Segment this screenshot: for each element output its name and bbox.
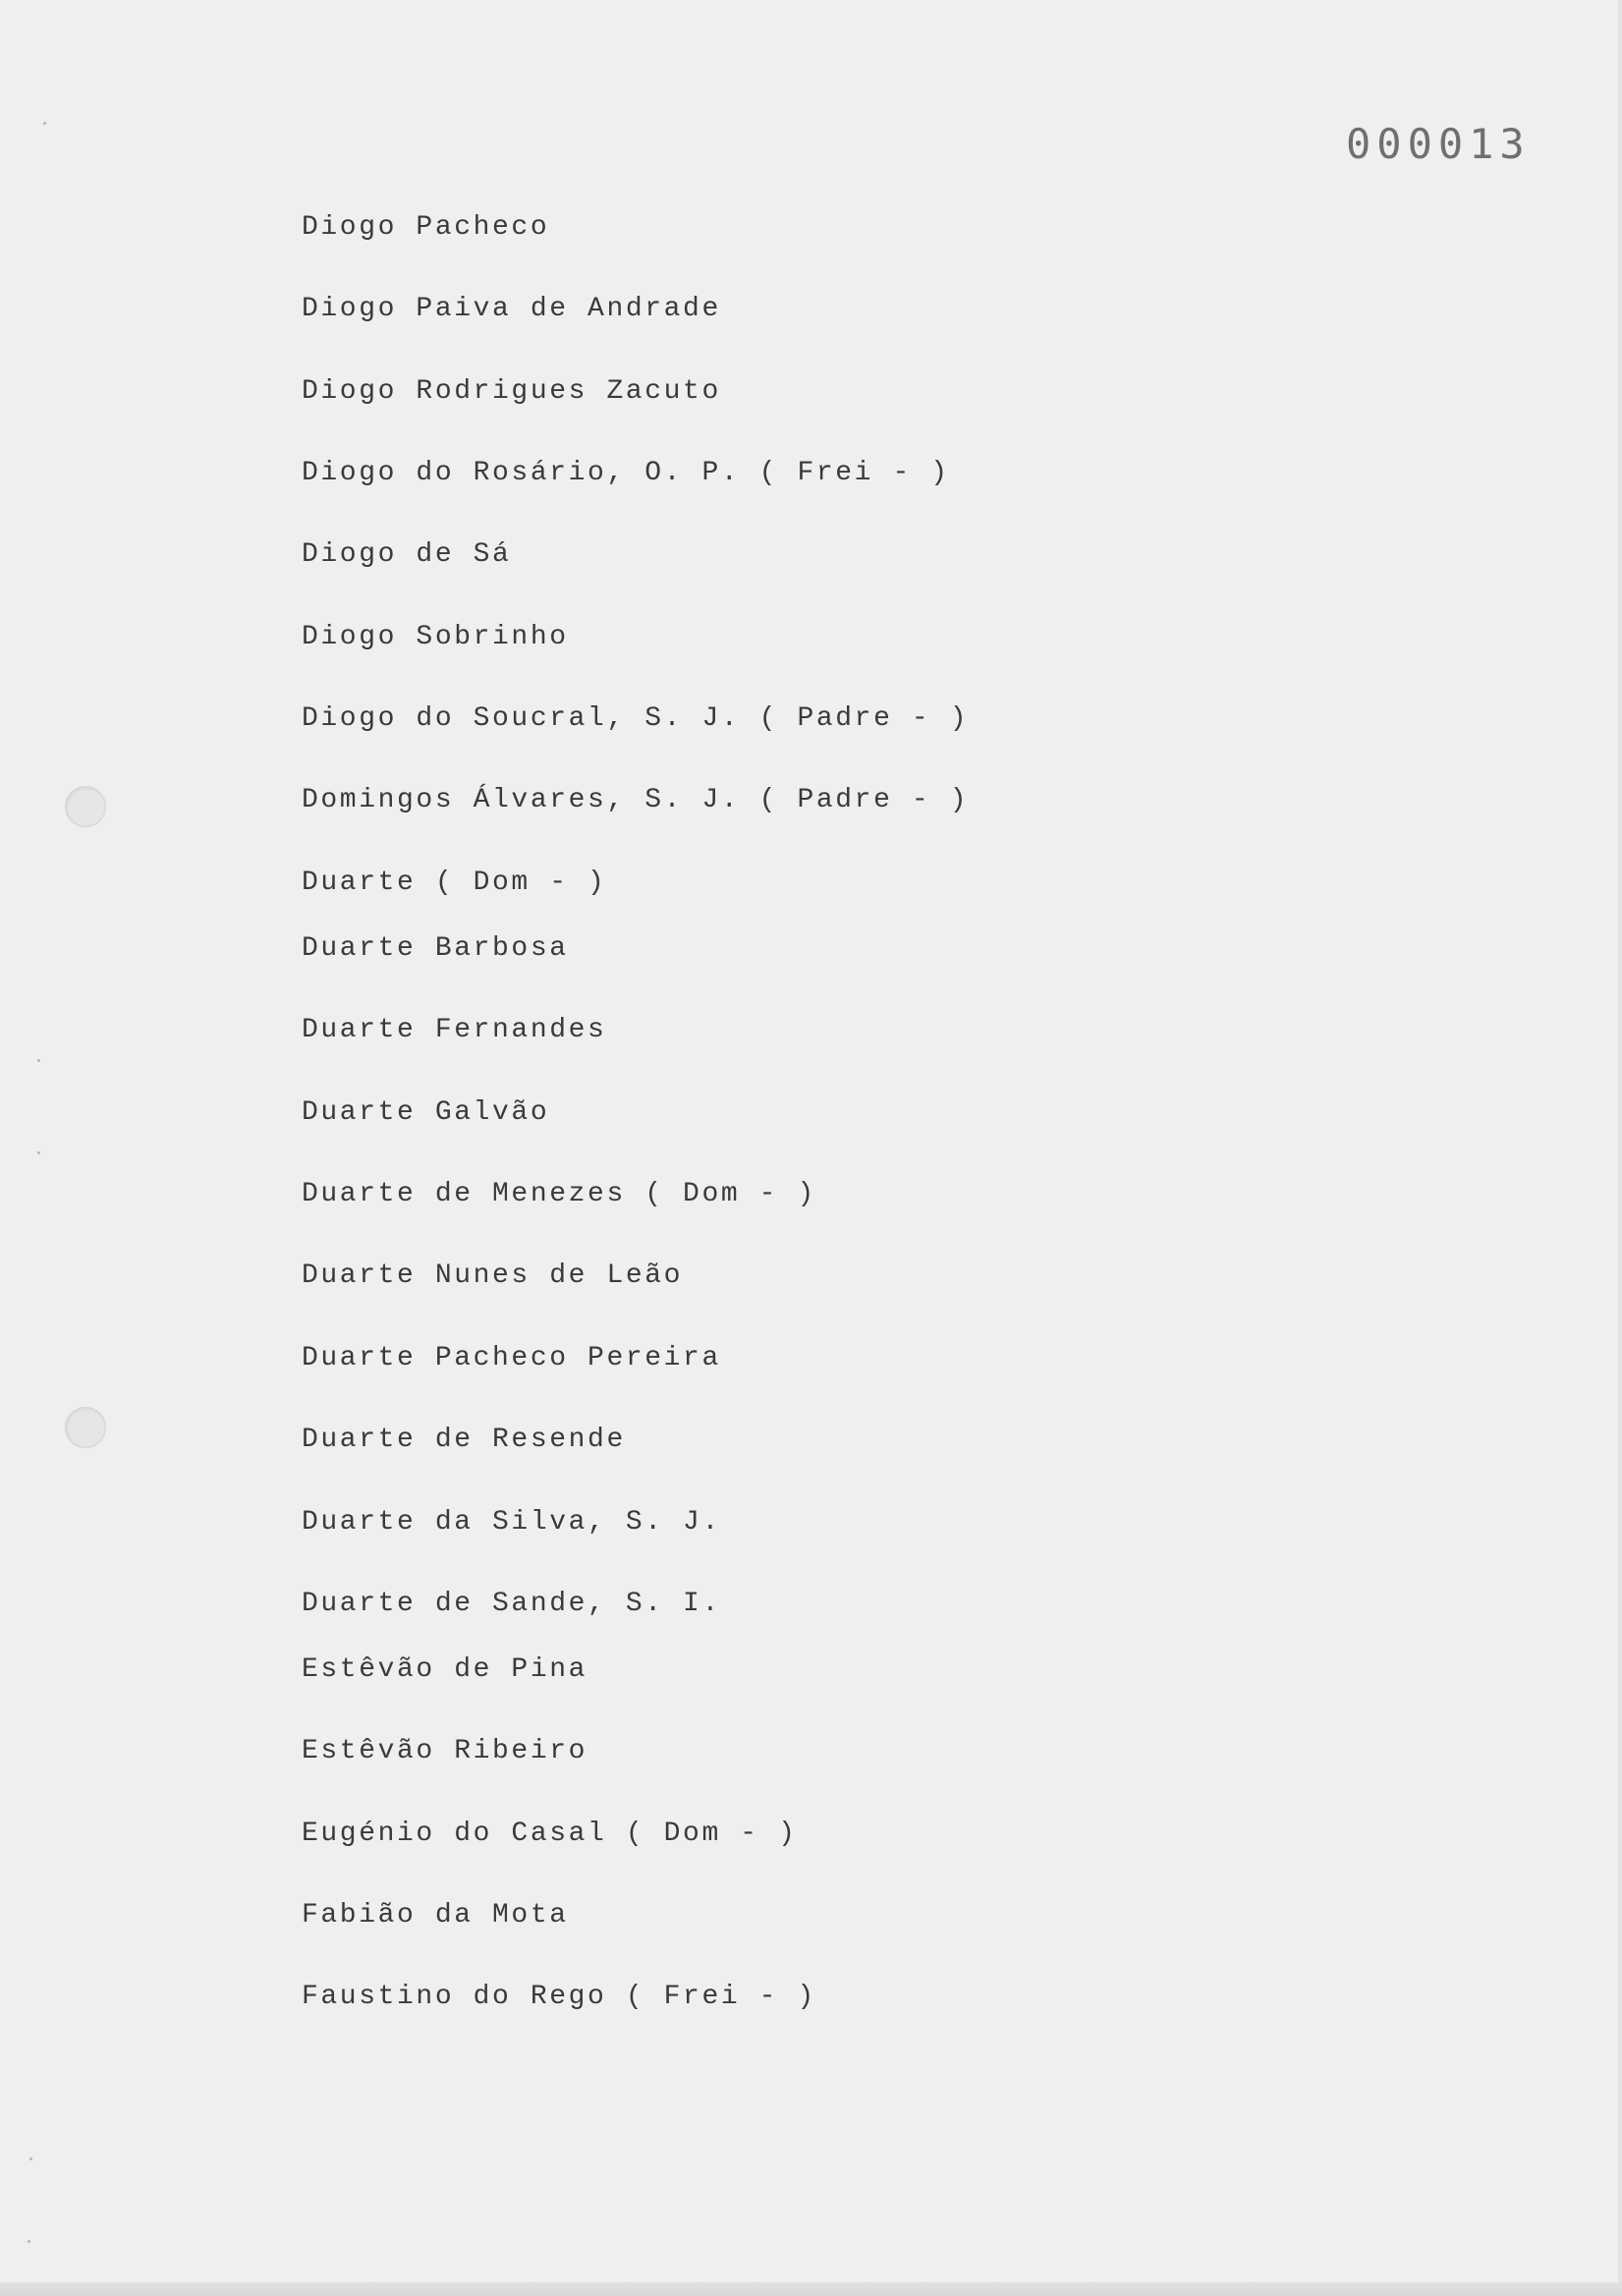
name-entry: Diogo Paiva de Andrade [302, 294, 721, 324]
paper-speck [28, 2240, 30, 2243]
name-entry: Duarte Barbosa [302, 933, 569, 964]
name-entry: Estêvão de Pina [302, 1654, 588, 1685]
name-entry: Duarte de Menezes ( Dom - ) [302, 1179, 816, 1209]
paper-speck [29, 2157, 32, 2160]
name-entry: Duarte da Silva, S. J. [302, 1507, 721, 1538]
name-entry: Diogo do Soucral, S. J. ( Padre - ) [302, 703, 970, 734]
name-entry: Diogo Pacheco [302, 212, 550, 243]
name-entry: Duarte ( Dom - ) [302, 868, 607, 898]
name-entry: Duarte de Resende [302, 1425, 626, 1455]
punch-hole [65, 1407, 106, 1448]
name-entry: Duarte Galvão [302, 1097, 550, 1128]
page-bottom-edge [0, 2282, 1622, 2296]
paper-speck [37, 1151, 40, 1154]
name-entry: Estêvão Ribeiro [302, 1736, 588, 1766]
page-number-stamp: 000013 [1346, 120, 1531, 168]
name-entry: Faustino do Rego ( Frei - ) [302, 1982, 816, 2012]
name-entry: Fabião da Mota [302, 1900, 569, 1931]
punch-hole [65, 786, 106, 827]
name-entry: Diogo do Rosário, O. P. ( Frei - ) [302, 458, 950, 488]
name-entry: Duarte Fernandes [302, 1015, 607, 1045]
name-entry: Duarte de Sande, S. I. [302, 1589, 721, 1619]
name-entry: Diogo Rodrigues Zacuto [302, 376, 721, 407]
name-entry: Eugénio do Casal ( Dom - ) [302, 1819, 798, 1849]
name-entry: Duarte Nunes de Leão [302, 1260, 684, 1291]
name-entry: Duarte Pacheco Pereira [302, 1343, 721, 1373]
page-right-edge [1618, 0, 1622, 2296]
name-entry: Domingos Álvares, S. J. ( Padre - ) [302, 785, 970, 815]
name-entry: Diogo Sobrinho [302, 622, 569, 652]
paper-speck [43, 122, 46, 125]
name-entry: Diogo de Sá [302, 539, 512, 570]
paper-speck [37, 1059, 40, 1062]
